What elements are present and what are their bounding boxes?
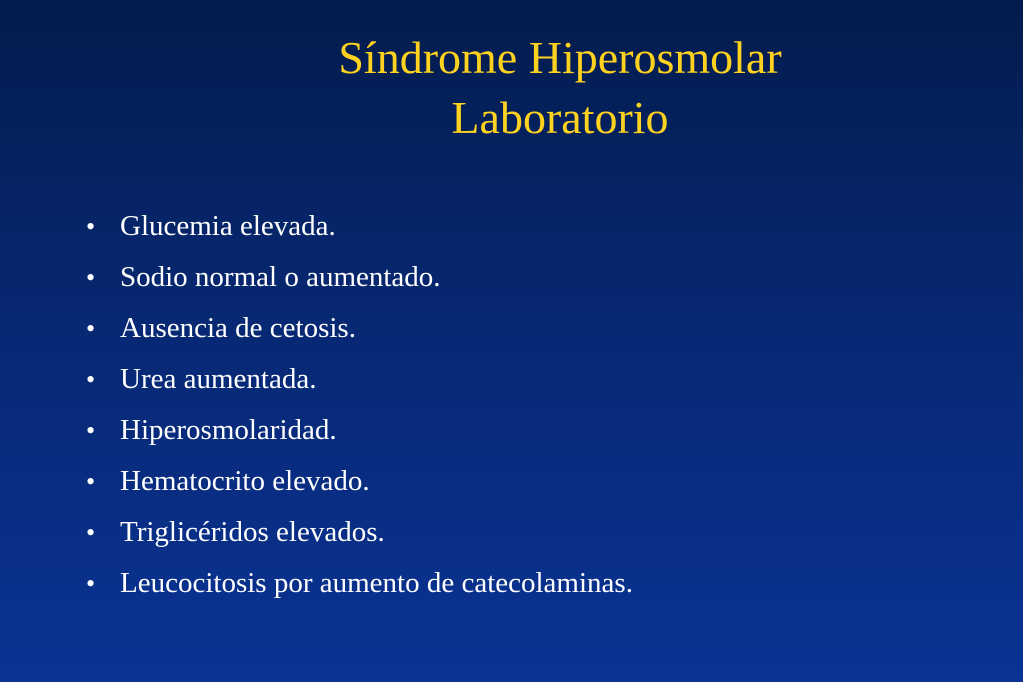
list-item: [86, 201, 633, 252]
list-item-text: Sodio normal o aumentado.: [120, 261, 441, 293]
bullet-list: [86, 201, 633, 609]
list-item-text: Ausencia de cetosis.: [120, 312, 356, 344]
bullet-icon: •: [86, 263, 96, 292]
bullet-icon: •: [86, 416, 96, 445]
bullet-icon: •: [86, 467, 96, 496]
list-item-text: Glucemia elevada.: [120, 210, 336, 242]
list-item: [86, 456, 633, 507]
bullet-icon: •: [86, 365, 96, 394]
list-item: [86, 405, 633, 456]
list-item: [86, 252, 633, 303]
list-item: [86, 354, 633, 405]
bullet-icon: •: [86, 569, 96, 598]
bullet-icon: •: [86, 314, 96, 343]
slide-title-line-2: Laboratorio: [451, 92, 669, 143]
list-item: [86, 558, 633, 609]
slide-title-line-1: Síndrome Hiperosmolar: [338, 32, 782, 83]
list-item-text: Hematocrito elevado.: [120, 465, 370, 497]
list-item: [86, 303, 633, 354]
list-item-text: Urea aumentada.: [120, 363, 317, 395]
list-item: [86, 507, 633, 558]
slide-title: [200, 28, 920, 148]
bullet-icon: •: [86, 518, 96, 547]
list-item-text: Leucocitosis por aumento de catecolaminas.: [120, 567, 633, 599]
bullet-icon: •: [86, 212, 96, 241]
list-item-text: Triglicéridos elevados.: [120, 516, 385, 548]
list-item-text: Hiperosmolaridad.: [120, 414, 337, 446]
